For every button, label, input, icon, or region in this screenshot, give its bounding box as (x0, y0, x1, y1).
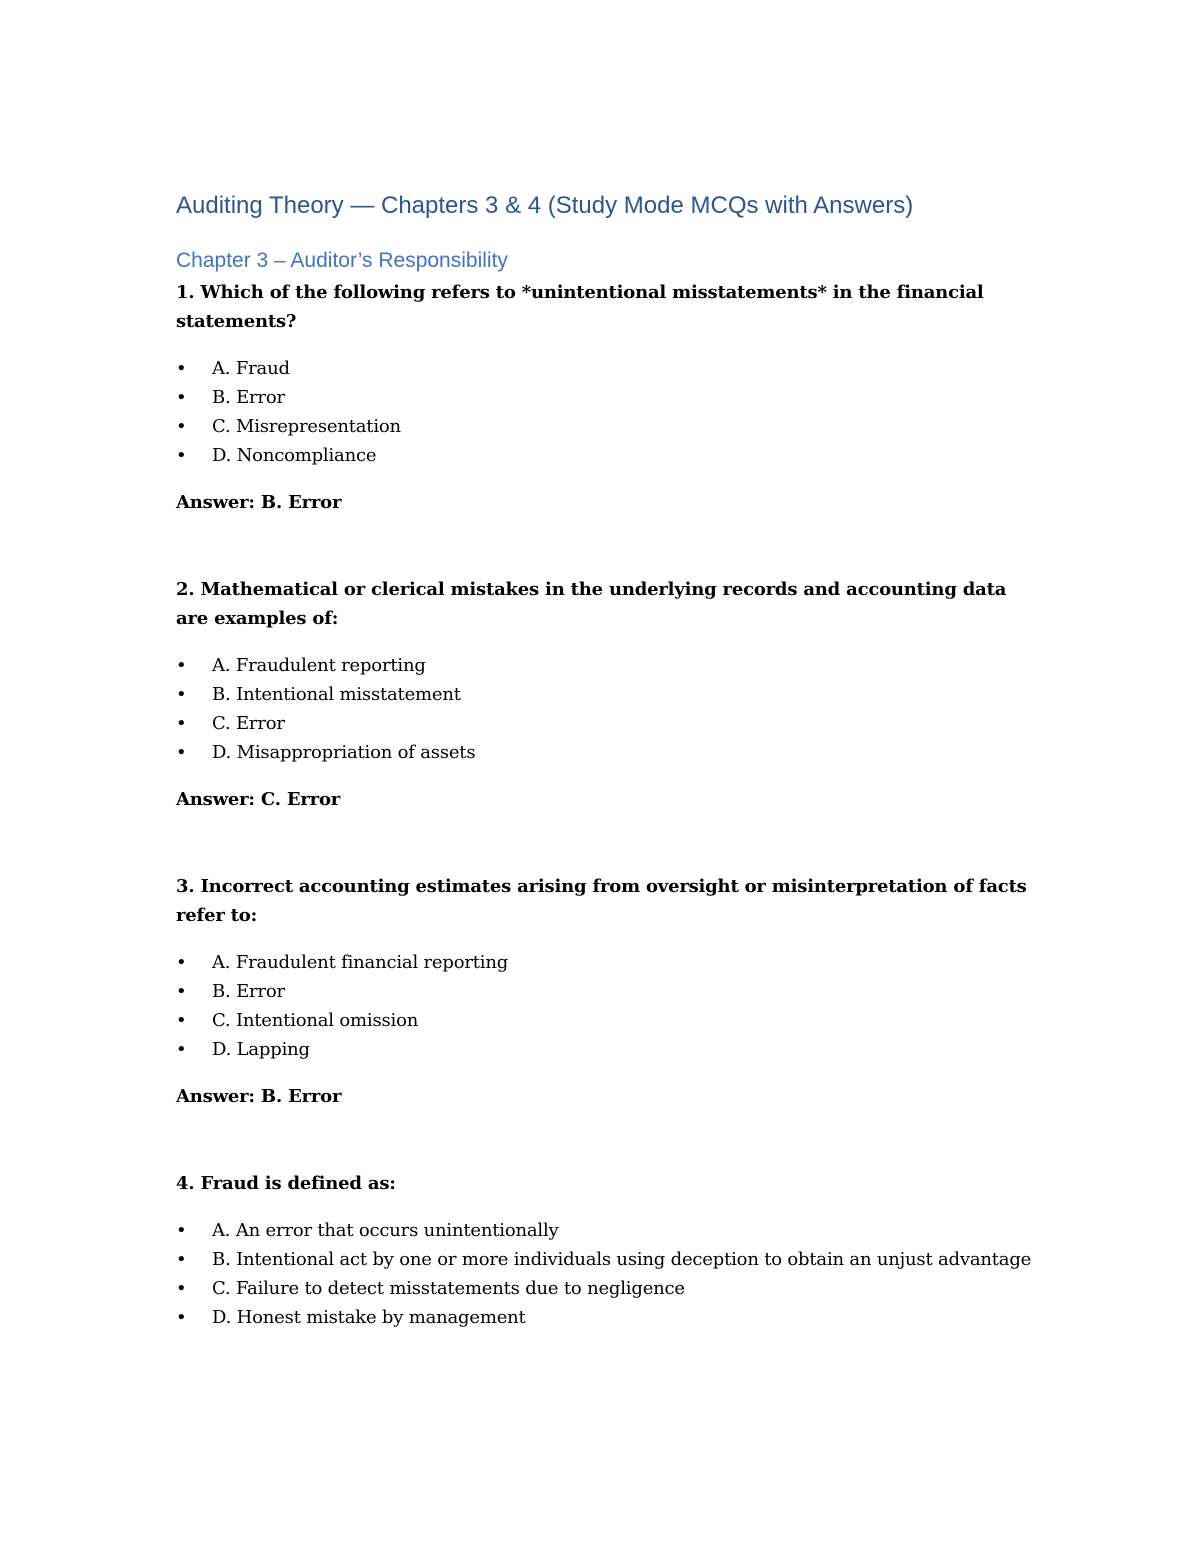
bullet-icon: • (176, 1220, 187, 1241)
option-text: D. Noncompliance (212, 445, 377, 466)
question-text: 3. Incorrect accounting estimates arising from oversight or misinterpretation of facts refer to: (176, 876, 1027, 926)
option-text: A. An error that occurs unintentionally (212, 1220, 559, 1241)
option-item (176, 709, 1036, 738)
option-item (176, 383, 1036, 412)
spacer (176, 814, 1036, 872)
option-text: D. Lapping (212, 1039, 310, 1060)
question-1 (176, 278, 1036, 517)
option-text: D. Misappropriation of assets (212, 742, 476, 763)
answer-text: Answer: C. Error (176, 789, 341, 810)
spacer (176, 517, 1036, 575)
option-text: A. Fraud (212, 358, 290, 379)
answer-text: Answer: B. Error (176, 1086, 342, 1107)
bullet-icon: • (176, 416, 187, 437)
question-3 (176, 872, 1036, 1111)
document-content (176, 188, 1036, 1350)
bullet-icon: • (176, 1307, 187, 1328)
option-text: A. Fraudulent financial reporting (212, 952, 509, 973)
bullet-icon: • (176, 1249, 187, 1270)
bullet-icon: • (176, 952, 187, 973)
bullet-icon: • (176, 981, 187, 1002)
bullet-icon: • (176, 1010, 187, 1031)
option-item (176, 948, 1036, 977)
bullet-icon: • (176, 742, 187, 763)
option-text: B. Error (212, 981, 285, 1002)
options-list (176, 948, 1036, 1064)
answer-text: Answer: B. Error (176, 492, 342, 513)
option-text: A. Fraudulent reporting (212, 655, 426, 676)
option-item (176, 1035, 1036, 1064)
option-item (176, 441, 1036, 470)
options-list (176, 354, 1036, 470)
option-item (176, 412, 1036, 441)
option-item (176, 1274, 1036, 1303)
option-text: C. Misrepresentation (212, 416, 401, 437)
option-item (176, 354, 1036, 383)
bullet-icon: • (176, 713, 187, 734)
option-item (176, 977, 1036, 1006)
options-list (176, 1216, 1036, 1332)
option-text: D. Honest mistake by management (212, 1307, 526, 1328)
bullet-icon: • (176, 387, 187, 408)
option-item (176, 1216, 1036, 1245)
bullet-icon: • (176, 358, 187, 379)
bullet-icon: • (176, 445, 187, 466)
document-title: Auditing Theory — Chapters 3 & 4 (Study Mode MCQs with Answers) (176, 192, 914, 219)
option-text: C. Error (212, 713, 285, 734)
bullet-icon: • (176, 684, 187, 705)
option-text: C. Failure to detect misstatements due to negligence (212, 1278, 685, 1299)
spacer (176, 1111, 1036, 1169)
bullet-icon: • (176, 1039, 187, 1060)
question-4 (176, 1169, 1036, 1332)
option-item (176, 1006, 1036, 1035)
option-text: C. Intentional omission (212, 1010, 419, 1031)
option-text: B. Error (212, 387, 285, 408)
question-text: 1. Which of the following refers to *unintentional misstatements* in the financial statements? (176, 282, 984, 332)
chapter-heading: Chapter 3 – Auditor’s Responsibility (176, 249, 508, 272)
bullet-icon: • (176, 1278, 187, 1299)
option-item (176, 680, 1036, 709)
option-text: B. Intentional act by one or more individuals using deception to obtain an unjust advantage (212, 1249, 1032, 1270)
option-item (176, 1303, 1036, 1332)
bullet-icon: • (176, 655, 187, 676)
options-list (176, 651, 1036, 767)
option-item (176, 1245, 1036, 1274)
question-text: 4. Fraud is defined as: (176, 1173, 396, 1194)
option-item (176, 651, 1036, 680)
question-2 (176, 575, 1036, 814)
option-item (176, 738, 1036, 767)
question-text: 2. Mathematical or clerical mistakes in the underlying records and accounting data are examples of: (176, 579, 1007, 629)
option-text: B. Intentional misstatement (212, 684, 461, 705)
